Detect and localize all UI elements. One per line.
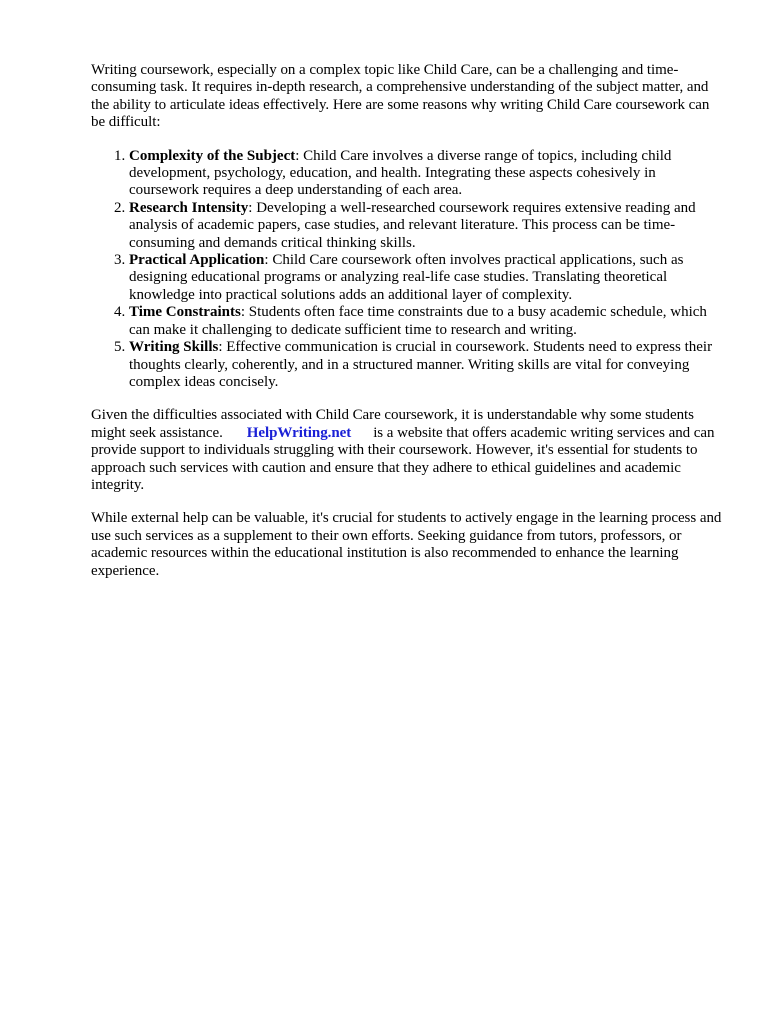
- reason-term: Complexity of the Subject: [129, 147, 296, 164]
- reason-text: : Developing a well-researched coursework requires extensive reading and analysis of academic papers, case studies, and relevant literature. This process can be time-consuming and demands critical thinking skills.: [129, 199, 696, 251]
- reason-text: : Child Care coursework often involves practical applications, such as designing educational programs or analyzing real-life case studies. Translating theoretical knowledge into practical solutions adds an additional layer of complexity.: [129, 252, 684, 303]
- document-page: [91, 62, 726, 596]
- assistance-text-after: is a website that offers academic writing services and can provide support to individuals struggling with their coursework. However, it's essential for students to approach such services with caution and ensure that they adhere to ethical guidelines and academic integrity.: [91, 424, 715, 493]
- reason-text: : Effective communication is crucial in coursework. Students need to express their thoughts clearly, coherently, and in a structured manner. Writing skills are vital for conveying complex ideas concisely.: [129, 339, 713, 390]
- closing-paragraph: While external help can be valuable, it's crucial for students to actively engage in the learning process and use such services as a supplement to their own efforts. Seeking guidance from tutors, professors, or academic resources within the educational institution is also recommended to enhance the learning experience.: [91, 510, 722, 579]
- assistance-paragraph: [91, 407, 726, 494]
- list-item: [129, 304, 726, 339]
- reason-term: Writing Skills: [129, 339, 219, 356]
- list-item: [129, 339, 726, 391]
- reason-term: Research Intensity: [129, 199, 249, 216]
- intro-paragraph: Writing coursework, especially on a complex topic like Child Care, can be a challenging and time-consuming task. It requires in-depth research, a comprehensive understanding of the subject matter, and the ability to articulate ideas effectively. Here are some reasons why writing Child Care coursework can be difficult:: [91, 62, 710, 131]
- list-item: [129, 252, 726, 304]
- reason-term: Time Constraints: [129, 304, 241, 321]
- helpwriting-link[interactable]: HelpWriting.net: [246, 424, 352, 441]
- reasons-list: [91, 148, 726, 392]
- reason-term: Practical Application: [129, 252, 265, 269]
- reason-text: : Child Care involves a diverse range of topics, including child development, psychology, education, and health. Integrating these aspects cohesively in coursework requires a deep understanding of each area.: [129, 147, 672, 199]
- reason-text: : Students often face time constraints due to a busy academic schedule, which can make it challenging to dedicate sufficient time to research and writing.: [129, 304, 707, 338]
- list-item: [129, 148, 726, 200]
- list-item: [129, 200, 726, 252]
- assistance-text-before: Given the difficulties associated with Child Care coursework, it is understandable why some students might seek assistance.: [91, 407, 694, 441]
